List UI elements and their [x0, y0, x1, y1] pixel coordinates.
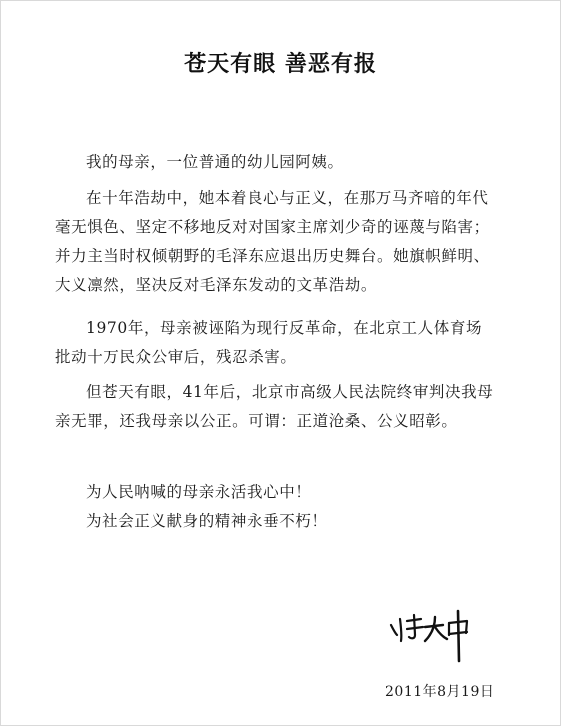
paragraph-tribute-2: 为社会正义献身的精神永垂不朽！: [86, 512, 328, 530]
letter-title: 苍天有眼 善恶有报: [184, 52, 377, 77]
handwritten-signature: [385, 605, 485, 665]
paragraph-verdict: 但苍天有眼，41年后，北京市高级人民法院终审判决我母亲无罪，还我母亲以公正。可谓：正道沧桑、公义昭彰。: [55, 383, 494, 430]
paragraph-cultural-revolution: 在十年浩劫中，她本着良心与正义，在那万马齐喑的年代毫无惧色、坚定不移地反对对国家主席刘少奇的诬蔑与陷害；并力主当时权倾朝野的毛泽东应退出历史舞台。她旗帜鲜明、大义凛然，坚决反对毛泽东发动的文革浩劫。: [55, 189, 490, 294]
letter-date: 2011年8月19日: [385, 684, 495, 700]
paragraph-intro: 我的母亲，一位普通的幼儿园阿姨。: [86, 153, 344, 171]
paragraph-1970: 1970年，母亲被诬陷为现行反革命，在北京工人体育场批动十万民众公审后，残忍杀害。: [55, 319, 483, 366]
paragraph-tribute-1: 为人民呐喊的母亲永活我心中！: [86, 483, 312, 501]
